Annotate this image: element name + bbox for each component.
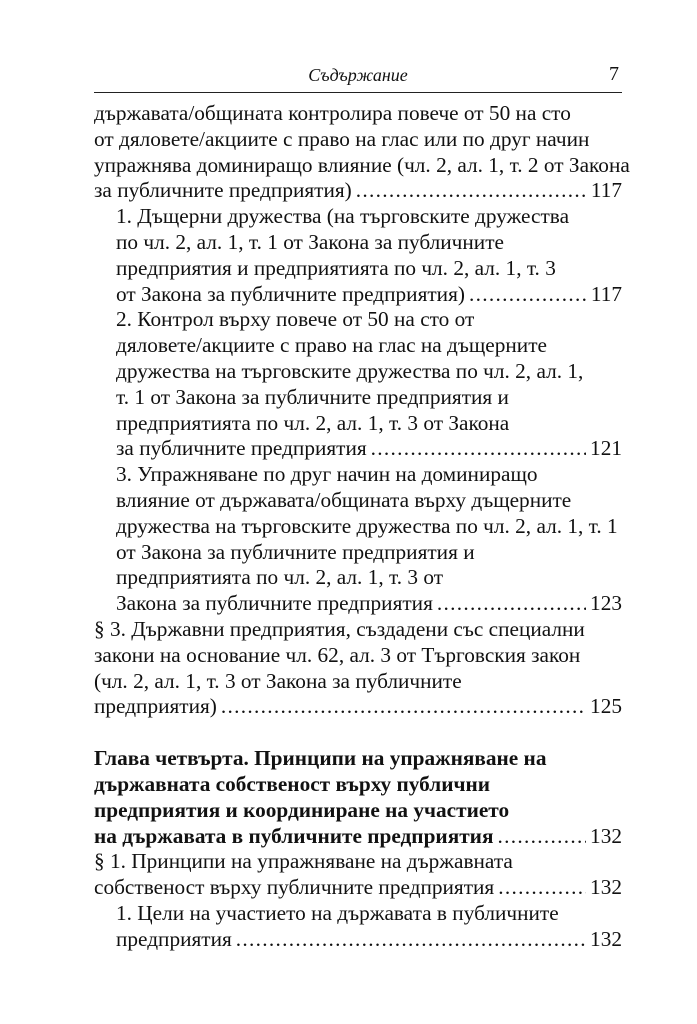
chapter-heading-line (94, 798, 622, 824)
toc-line (94, 152, 630, 179)
toc-text: за публичните предприятия) (94, 178, 352, 203)
toc-text: упражнява доминиращо влияние (чл. 2, ал. 1, т. 2 от Закона (94, 152, 630, 177)
chapter-heading-line (94, 772, 622, 798)
toc-text: § 3. Държавни предприятия, създадени със специални (94, 616, 585, 641)
toc-line (94, 127, 622, 153)
toc-text: 3. Упражняване по друг начин на доминиращо (116, 462, 538, 487)
toc-text: дружества на търговските дружества по чл. 2, ал. 1, т. 1 (116, 513, 618, 538)
header-title: Съдържание (308, 65, 408, 85)
toc-entry-end (94, 178, 622, 204)
toc-page-number: 123 (590, 591, 622, 616)
toc-text: на държавата в публичните предприятия (94, 823, 494, 848)
toc-text: от Закона за публичните предприятия и (116, 539, 475, 564)
toc-line (94, 333, 622, 359)
toc-entry-end (94, 436, 622, 462)
dot-leader (469, 282, 587, 308)
dot-leader (497, 824, 586, 850)
toc-line (94, 669, 622, 695)
toc-line (94, 488, 622, 514)
toc-text: 1. Дъщерни дружества (на търговските дружества (116, 204, 570, 229)
toc-text: 1. Цели на участието на държавата в публичните (116, 900, 559, 925)
dot-leader (437, 591, 586, 617)
toc-line (94, 230, 622, 256)
toc-text: държавата/общината контролира повече от 50 на сто (94, 101, 571, 125)
toc-page-number: 132 (590, 823, 622, 848)
toc-line (94, 617, 622, 643)
toc-text: дяловете/акциите с право на глас на дъщерните (116, 333, 547, 358)
toc-page-number: 132 (590, 926, 622, 951)
toc-page-number: 125 (590, 694, 622, 719)
toc-page-number: 132 (590, 875, 622, 900)
toc-text: влияние от държавата/общината върху дъщерните (116, 487, 572, 512)
toc-line (94, 514, 622, 540)
toc-line (94, 462, 622, 488)
toc-text: предприятията по чл. 2, ал. 1, т. 3 от Закона (116, 410, 510, 435)
toc-entry-end (94, 591, 622, 617)
toc-text: предприятия и предприятията по чл. 2, ал. 1, т. 3 (116, 255, 556, 280)
toc-text: § 1. Принципи на упражняване на държавната (94, 849, 513, 874)
section-gap (94, 720, 622, 746)
toc-text: Глава четвърта. Принципи на упражняване на (94, 746, 547, 771)
toc-line (94, 385, 622, 411)
dot-leader (371, 436, 586, 462)
toc-text: предприятия и координиране на участието (94, 797, 510, 822)
toc-text: дружества на търговските дружества по чл. 2, ал. 1, (116, 358, 584, 383)
toc-line (94, 411, 622, 437)
toc-text: предприятия (116, 926, 232, 951)
toc-text: предприятията по чл. 2, ал. 1, т. 3 от (116, 565, 444, 590)
header-rule (94, 92, 622, 93)
toc-line (94, 359, 622, 385)
toc-text: собственост върху публичните предприятия (94, 875, 495, 900)
toc-entry-end (94, 875, 622, 901)
chapter-heading-line (94, 746, 622, 772)
toc-line (94, 307, 622, 333)
toc-line (94, 256, 622, 282)
toc-page-number: 117 (590, 178, 622, 203)
toc-text: по чл. 2, ал. 1, т. 1 от Закона за публичните (116, 229, 504, 254)
toc-text: закони на основание чл. 62, ал. 3 от Търговския закон (94, 642, 581, 667)
dot-leader (498, 875, 586, 901)
toc-page-number: 117 (590, 281, 622, 306)
toc-text: (чл. 2, ал. 1, т. 3 от Закона за публичните (94, 668, 462, 693)
toc-entry-end (94, 694, 622, 720)
toc-line (94, 101, 622, 127)
dot-leader (236, 927, 586, 953)
toc-text: държавната собственост върху публични (94, 771, 491, 796)
toc-line (94, 643, 622, 669)
table-of-contents (94, 101, 630, 953)
toc-text: от Закона за публичните предприятия) (116, 281, 465, 306)
page-number: 7 (609, 63, 619, 85)
toc-text: за публичните предприятия (116, 436, 367, 461)
toc-line (94, 901, 622, 927)
toc-line (94, 849, 622, 875)
running-header (94, 62, 622, 94)
dot-leader (356, 178, 587, 204)
toc-line (94, 540, 622, 566)
toc-text: предприятия) (94, 694, 217, 719)
toc-text: от дяловете/акциите с право на глас или по друг начин (94, 126, 590, 151)
toc-text: 2. Контрол върху повече от 50 на сто от (116, 307, 475, 332)
toc-entry-end (94, 927, 622, 953)
chapter-heading-end (94, 824, 622, 850)
toc-text: Закона за публичните предприятия (116, 591, 433, 616)
toc-text: т. 1 от Закона за публичните предприятия и (116, 384, 509, 409)
toc-line (94, 565, 622, 591)
toc-page-number: 121 (590, 436, 622, 461)
dot-leader (221, 694, 586, 720)
toc-entry-end (94, 282, 622, 308)
toc-line (94, 204, 622, 230)
